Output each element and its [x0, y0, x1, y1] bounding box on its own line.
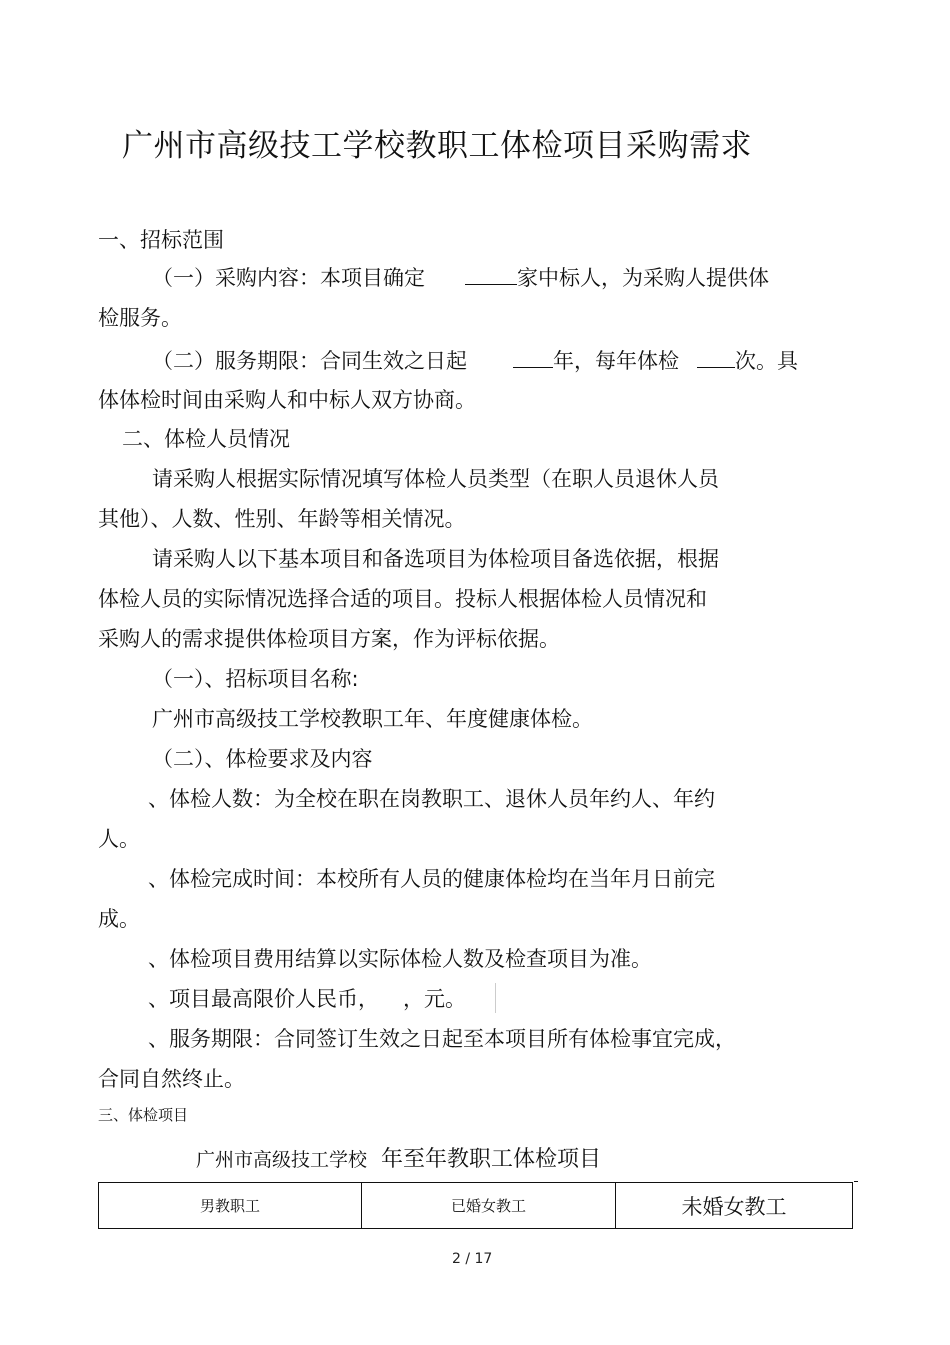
section-1-para-2-line-2: 体体检时间由采购人和中标人双方协商。 — [98, 388, 476, 412]
exam-items-table — [98, 1182, 853, 1229]
section-1-para-1-line-2: 检服务。 — [98, 306, 182, 330]
section-2-para-2-line-2: 体检人员的实际情况选择合适的项目。投标人根据体检人员情况和 — [98, 587, 707, 611]
section-3-heading: 三、体检项目 — [98, 1106, 189, 1124]
item-4 — [148, 984, 466, 1014]
section-2-para-2-line-1: 请采购人以下基本项目和备选项目为体检项目备选依据，根据 — [152, 547, 719, 571]
blank-field — [465, 262, 517, 285]
section-2-para-1-line-1: 请采购人根据实际情况填写体检人员类型（在职人员退休人员 — [152, 467, 719, 491]
text: 年，每年体检 — [553, 349, 679, 373]
section-2-para-2-line-3: 采购人的需求提供体检项目方案，作为评标依据。 — [98, 627, 560, 651]
subsection-1-text: 广州市高级技工学校教职工年、年度健康体检。 — [152, 707, 593, 731]
table-header-cell: 未婚女教工 — [616, 1183, 853, 1229]
blank-field — [697, 345, 735, 368]
text: 、项目最高限价人民币， — [148, 987, 379, 1011]
text: 家中标人，为采购人提供体 — [517, 266, 769, 290]
blank-field — [513, 345, 553, 368]
subsection-2-heading: （二）、体检要求及内容 — [152, 747, 373, 771]
table-header-cell: 男教职工 — [99, 1183, 362, 1229]
item-5-line-1: 、服务期限：合同签订生效之日起至本项目所有体检事宜完成， — [148, 1027, 736, 1051]
item-3: 、体检项目费用结算以实际体检人数及检查项目为准。 — [148, 947, 652, 971]
section-2-heading: 二、体检人员情况 — [122, 427, 290, 451]
section-1-heading: 一、招标范围 — [98, 228, 224, 252]
text: （一）采购内容：本项目确定 — [152, 266, 425, 290]
text: ，元。 — [403, 987, 466, 1011]
table-caption-school: 广州市高级技工学校 — [196, 1149, 368, 1171]
section-2-para-1-line-2: 其他）、人数、性别、年龄等相关情况。 — [98, 507, 466, 531]
table-caption — [196, 1142, 601, 1173]
item-1-line-2: 人。 — [98, 827, 140, 851]
page-number: 2 / 17 — [452, 1251, 493, 1267]
text: 次。具 — [735, 349, 798, 373]
item-2-line-1: 、体检完成时间：本校所有人员的健康体检均在当年月日前完 — [148, 867, 715, 891]
document-title: 广州市高级技工学校教职工体检项目采购需求 — [122, 128, 752, 164]
table-header-row — [99, 1183, 853, 1229]
item-2-line-2: 成。 — [98, 907, 140, 931]
stray-vertical-line — [495, 983, 496, 1013]
section-1-para-1-line-1 — [152, 262, 769, 293]
table-edge-line — [854, 1181, 858, 1184]
table-caption-title: 年至年教职工体检项目 — [381, 1147, 602, 1172]
section-1-para-2-line-1 — [152, 345, 798, 376]
subsection-1-heading: （一）、招标项目名称: — [152, 667, 359, 691]
text: （二）服务期限：合同生效之日起 — [152, 349, 467, 373]
table-header-cell: 已婚女教工 — [362, 1183, 616, 1229]
item-1-line-1: 、体检人数：为全校在职在岗教职工、退休人员年约人、年约 — [148, 787, 715, 811]
item-5-line-2: 合同自然终止。 — [98, 1067, 245, 1091]
